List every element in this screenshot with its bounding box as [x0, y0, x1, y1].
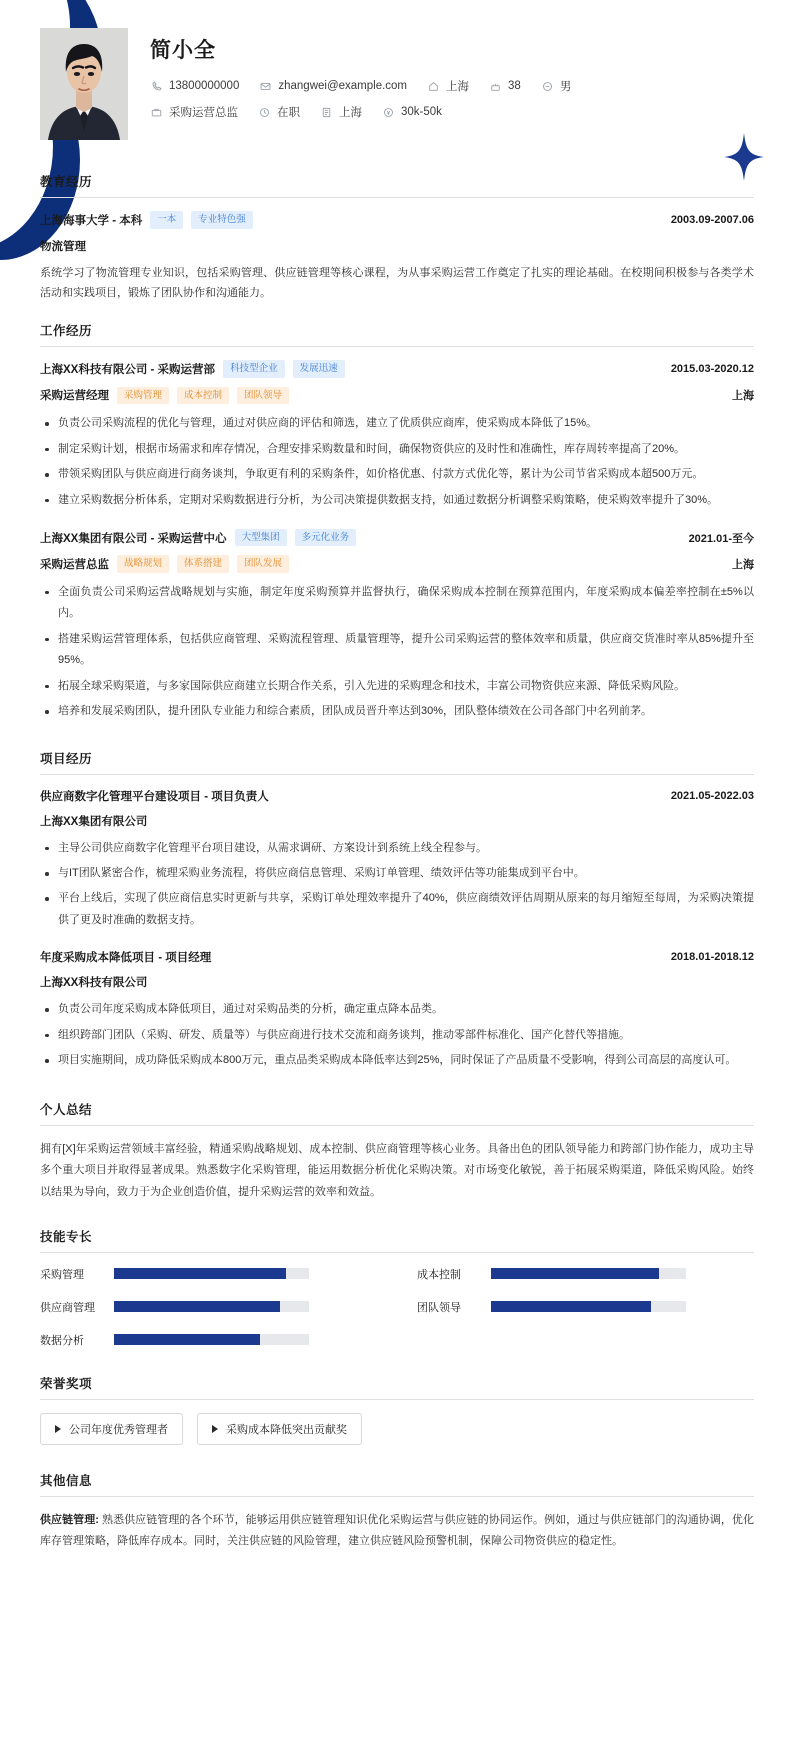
- meta-position: [150, 104, 238, 120]
- honor-list: [40, 1413, 754, 1445]
- divider: [40, 1399, 754, 1400]
- play-triangle-icon: [212, 1425, 218, 1433]
- education-entry: [40, 211, 754, 303]
- skill-bar-track: [491, 1268, 686, 1279]
- entry-head-left: [40, 211, 253, 229]
- meta-salary-value: 30k-50k: [401, 106, 442, 118]
- honor-label: 公司年度优秀管理者: [69, 1423, 168, 1436]
- project-entry: [40, 788, 754, 932]
- company-tag: 大型集团: [235, 529, 287, 547]
- skill-label: 成本控制: [417, 1268, 461, 1281]
- work-bullets: [40, 582, 754, 723]
- entry-head: [40, 360, 754, 378]
- skill-bar-fill: [114, 1334, 260, 1345]
- company-tag: 多元化业务: [295, 529, 357, 547]
- phone-icon: [150, 80, 163, 93]
- project-name: 供应商数字化管理平台建设项目 - 项目负责人: [40, 790, 269, 803]
- skill-row: [40, 1332, 377, 1348]
- section-title-education: 教育经历: [40, 175, 93, 189]
- meta-gender: [541, 78, 572, 94]
- skill-label: 采购管理: [40, 1268, 84, 1281]
- list-item: 主导公司供应商数字化管理平台项目建设，从需求调研、方案设计到系统上线全程参与。: [40, 838, 754, 859]
- work-location: 上海: [732, 559, 754, 572]
- section-skills: [40, 1227, 754, 1348]
- skill-bar-track: [114, 1301, 309, 1312]
- role-tag: 团队领导: [237, 387, 289, 405]
- project-date: 2021.05-2022.03: [670, 789, 754, 802]
- meta-hometown-value: 上海: [446, 81, 470, 93]
- salary-icon: [382, 106, 395, 119]
- contact-meta-row-2: [150, 104, 754, 120]
- avatar: [40, 28, 128, 140]
- list-item: 制定采购计划，根据市场需求和库存情况，合理安排采购数量和时间，确保物资供应的及时性和准确性，库存周转率提高了20%。: [40, 439, 754, 460]
- role-tag: 采购管理: [117, 387, 169, 405]
- meta-phone-value: 13800000000: [169, 80, 240, 92]
- other-info-key: 供应链管理:: [40, 1513, 99, 1526]
- meta-salary: [382, 106, 442, 119]
- section-other-info: [40, 1471, 754, 1553]
- work-entry: [40, 360, 754, 511]
- job-title: 采购运营经理: [40, 390, 109, 403]
- list-item: 全面负责公司采购运营战略规划与实施，制定年度采购预算并监督执行，确保采购成本控制在预算范围内，年度采购成本偏差率控制在±5%以内。: [40, 582, 754, 625]
- skill-bar-fill: [114, 1268, 286, 1279]
- resume-header: [40, 0, 754, 154]
- section-title-skills: 技能专长: [40, 1229, 93, 1244]
- skill-bar-track: [114, 1268, 309, 1279]
- section-title-work: 工作经历: [40, 324, 93, 339]
- work-entry: [40, 529, 754, 723]
- skill-bar-fill: [491, 1301, 651, 1312]
- list-item: 培养和发展采购团队，提升团队专业能力和综合素质，团队成员晋升率达到30%，团队整体绩效在公司各部门中名列前茅。: [40, 701, 754, 722]
- skill-bar-track: [491, 1301, 686, 1312]
- project-name: 年度采购成本降低项目 - 项目经理: [40, 952, 212, 965]
- work-date: 2021.01-至今: [688, 532, 754, 545]
- meta-gender-value: 男: [559, 81, 572, 93]
- entry-head-left: [40, 529, 356, 547]
- divider: [40, 346, 754, 347]
- role-tag: 团队发展: [237, 555, 289, 573]
- major-name: 物流管理: [40, 240, 86, 253]
- page-title: 简小全: [150, 39, 216, 62]
- company-tag: 发展迅速: [293, 360, 345, 378]
- entry-head: [40, 211, 754, 229]
- honor-label: 采购成本降低突出贡献奖: [226, 1423, 347, 1436]
- company-name: 上海XX集团有限公司 - 采购运营中心: [40, 532, 227, 545]
- home-icon: [427, 80, 440, 93]
- section-work: [40, 321, 754, 722]
- education-tag: 专业特色强: [191, 211, 253, 229]
- divider: [40, 1125, 754, 1126]
- skill-row: [417, 1299, 754, 1315]
- project-company: 上海XX科技有限公司: [40, 977, 148, 990]
- list-item: 负责公司年度采购成本降低项目，通过对采购品类的分析，确定重点降本品类。: [40, 999, 754, 1020]
- other-info-text: 熟悉供应链管理的各个环节，能够运用供应链管理知识优化采购运营与供应链的协同运作。例如，通过与供应链部门的沟通协调，优化库存管理策略，降低库存成本。同时，关注供应链的风险管理，建立供应链风险预警机制，保障公司物资供应的稳定性。: [40, 1513, 754, 1548]
- role-tag: 战略规划: [117, 555, 169, 573]
- work-bullets: [40, 413, 754, 511]
- school-name: 上海海事大学 - 本科: [40, 214, 143, 227]
- meta-location-value: 上海: [339, 107, 362, 119]
- skill-label: 数据分析: [40, 1334, 84, 1347]
- education-tag: 一本: [150, 211, 183, 229]
- skill-row: [40, 1266, 377, 1282]
- meta-age-value: 38: [508, 80, 521, 92]
- entry-head: [40, 788, 754, 804]
- skill-label: 供应商管理: [40, 1301, 95, 1314]
- meta-status: [258, 104, 300, 120]
- list-item: 项目实施期间，成功降低采购成本800万元，重点品类采购成本降低率达到25%，同时保证了产品质量不受影响，得到公司高层的高度认可。: [40, 1050, 754, 1071]
- skill-bar-fill: [114, 1301, 280, 1312]
- divider: [40, 1496, 754, 1497]
- contact-meta-row-1: [150, 78, 754, 94]
- meta-phone: [150, 80, 239, 93]
- company-name: 上海XX科技有限公司 - 采购运营部: [40, 363, 216, 376]
- list-item: 带领采购团队与供应商进行商务谈判，争取更有利的采购条件，如价格优惠、付款方式优化等，累计为公司节省采购成本超500万元。: [40, 464, 754, 485]
- entry-role-left: [40, 555, 289, 573]
- mail-icon: [259, 80, 272, 93]
- skill-grid: [40, 1266, 754, 1348]
- list-item: 搭建采购运营管理体系，包括供应商管理、采购流程管理、质量管理等，提升公司采购运营的整体效率和质量，供应商交货准时率从85%提升至95%。: [40, 629, 754, 672]
- education-description: 系统学习了物流管理专业知识，包括采购管理、供应链管理等核心课程，为从事采购运营工作奠定了扎实的理论基础。在校期间积极参与各类学术活动和实践项目，锻炼了团队协作和沟通能力。: [40, 266, 754, 299]
- company-tag: 科技型企业: [223, 360, 285, 378]
- work-location: 上海: [732, 390, 754, 403]
- honor-chip: [40, 1413, 183, 1445]
- section-project: [40, 749, 754, 1072]
- status-icon: [258, 106, 271, 119]
- entry-head: [40, 949, 754, 965]
- skill-row: [40, 1299, 377, 1315]
- project-company: 上海XX集团有限公司: [40, 815, 148, 828]
- role-tag: 成本控制: [177, 387, 229, 405]
- work-date: 2015.03-2020.12: [670, 362, 754, 375]
- skill-row: [417, 1266, 754, 1282]
- project-date: 2018.01-2018.12: [670, 951, 754, 964]
- meta-email-value: zhangwei@example.com: [278, 80, 408, 92]
- divider: [40, 774, 754, 775]
- divider: [40, 1252, 754, 1253]
- entry-role-row: [40, 387, 754, 405]
- section-title-summary: 个人总结: [40, 1102, 93, 1117]
- project-entry: [40, 949, 754, 1071]
- section-summary: [40, 1100, 754, 1203]
- honor-chip: [197, 1413, 362, 1445]
- list-item: 负责公司采购流程的优化与管理，通过对供应商的评估和筛选，建立了优质供应商库，使采购成本降低了15%。: [40, 413, 754, 434]
- entry-head-left: [40, 360, 345, 378]
- meta-status-value: 在职: [277, 107, 300, 119]
- list-item: 拓展全球采购渠道，与多家国际供应商建立长期合作关系，引入先进的采购理念和技术，丰富公司物资供应来源、降低采购风险。: [40, 676, 754, 697]
- entry-role-left: [40, 387, 289, 405]
- education-date: 2003.09-2007.06: [670, 213, 754, 226]
- skill-bar-track: [114, 1334, 309, 1345]
- section-education: [40, 172, 754, 303]
- list-item: 建立采购数据分析体系，定期对采购数据进行分析，为公司决策提供数据支持，如通过数据分析调整采购策略，使采购效率提升了30%。: [40, 490, 754, 511]
- play-triangle-icon: [55, 1425, 61, 1433]
- list-item: 平台上线后，实现了供应商信息实时更新与共享，采购订单处理效率提升了40%，供应商绩效评估周期从原来的每月缩短至每周，为采购决策提供了更及时准确的数据支持。: [40, 888, 754, 931]
- meta-position-value: 采购运营总监: [169, 107, 238, 119]
- job-title: 采购运营总监: [40, 559, 109, 572]
- location-icon: [320, 106, 333, 119]
- list-item: 与IT团队紧密合作，梳理采购业务流程，将供应商信息管理、采购订单管理、绩效评估等功能集成到平台中。: [40, 863, 754, 884]
- list-item: 组织跨部门团队（采购、研发、质量等）与供应商进行技术交流和商务谈判，推动零部件标准化、国产化替代等措施。: [40, 1025, 754, 1046]
- project-bullets: [40, 999, 754, 1071]
- skill-bar-fill: [491, 1268, 659, 1279]
- project-bullets: [40, 838, 754, 932]
- cake-icon: [489, 80, 502, 93]
- role-tag: 体系搭建: [177, 555, 229, 573]
- section-title-honors: 荣誉奖项: [40, 1376, 93, 1391]
- other-info-item: [40, 1510, 754, 1553]
- section-title-other-info: 其他信息: [40, 1473, 93, 1488]
- section-honors: [40, 1374, 754, 1445]
- meta-email: [259, 80, 407, 93]
- entry-head: [40, 529, 754, 547]
- gender-icon: [541, 80, 554, 93]
- briefcase-icon: [150, 106, 163, 119]
- meta-age: [489, 80, 521, 93]
- meta-location: [320, 104, 362, 120]
- section-title-project: 项目经历: [40, 751, 93, 766]
- skill-label: 团队领导: [417, 1301, 461, 1314]
- entry-role-row: [40, 555, 754, 573]
- meta-hometown: [427, 78, 469, 94]
- summary-text: 拥有[X]年采购运营领域丰富经验，精通采购战略规划、成本控制、供应商管理等核心业务。具备出色的团队领导能力和跨部门协作能力，成功主导多个重大项目并取得显著成果。熟悉数字化采购管理，能运用数据分析优化采购决策。对市场变化敏锐，善于拓展采购渠道，降低采购风险。始终以结果为导向，致力于为企业创造价值，提升采购运营的效率和效益。: [40, 1142, 754, 1198]
- divider: [40, 197, 754, 198]
